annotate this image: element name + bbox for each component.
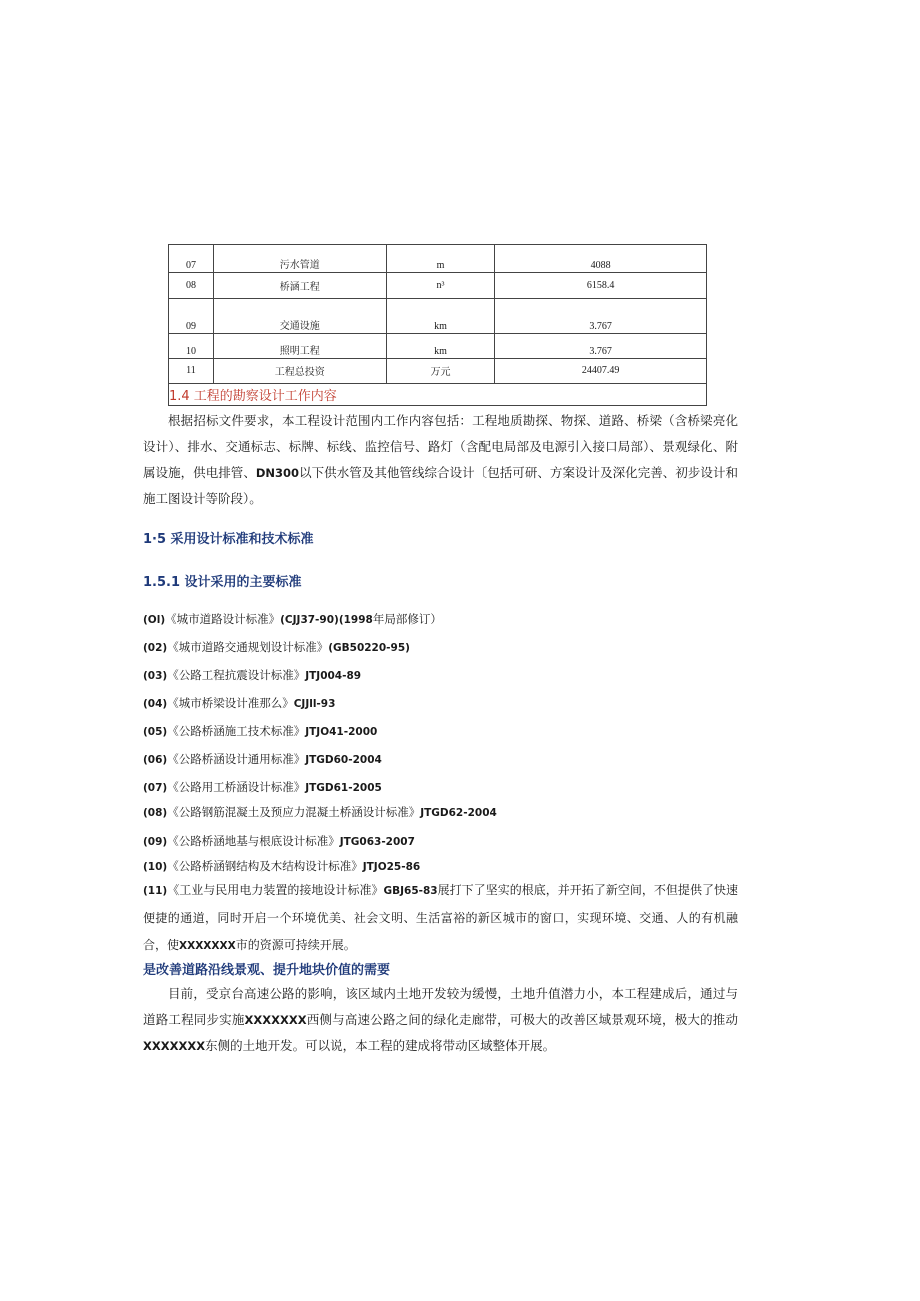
row-unit: m [386,245,495,273]
table-row [169,334,707,359]
row-unit: 万元 [386,359,495,384]
row-number: 10 [169,334,214,359]
standard-list-item: (09)《公路桥涵地基与根底设计标准》JTG063-2007 [143,834,415,848]
standard-list-item: (05)《公路桥涵施工技术标准》JTJO41-2000 [143,724,378,738]
row-unit: n³ [386,273,495,299]
standard-list-item: (10)《公路桥涵钢结构及木结构设计标准》JTJO25-86 [143,859,421,873]
standard-list-item-11: (11)《工业与民用电力装置的接地设计标准》GBJ65-83展打下了坚实的根底，并开拓了新空间，不但提供了快速便捷的通道，同时开启一个环境优美、社会文明、生活富裕的新区城市的窗口，实现环境、交通、人的有机融合，使XXXXXXX市的资源可持续开展。 [143,883,738,952]
row-number: 11 [169,359,214,384]
standard-list-item: (08)《公路钢筋混凝土及预应力混凝土桥涵设计标准》JTGD62-2004 [143,805,497,819]
row-quantity: 4088 [495,245,707,273]
row-unit: km [386,334,495,359]
row-number: 07 [169,245,214,273]
table-row [169,245,707,273]
row-quantity: 3.767 [495,299,707,334]
section-heading-1-5: 1·5 采用设计标准和技术标准 [143,532,314,547]
quantities-table [168,244,707,406]
standard-list-item: (07)《公路用工桥涵设计标准》JTGD61-2005 [143,780,382,794]
standard-list-item: (Ol)《城市道路设计标准》(CJJ37-90)(1998年局部修订） [143,612,442,626]
section-1-4-paragraph: 根据招标文件要求，本工程设计范围内工作内容包括：工程地质勘探、物探、道路、桥梁（含桥梁亮化设计）、排水、交通标志、标牌、标线、监控信号、路灯（含配电局部及电源引入接口局部）、景观绿化、附属设施，供电排管、DN300以下供水管及其他管线综合设计〔包括可研、方案设计及深化完善、初步设计和施工图设计等阶段）。 [143,413,738,506]
section-heading-1-5-1: 1.5.1 设计采用的主要标准 [143,575,302,590]
standard-list-item: (03)《公路工程抗震设计标准》JTJ004-89 [143,668,362,682]
row-unit: km [386,299,495,334]
row-item: 污水管道 [213,245,386,273]
row-quantity: 6158.4 [495,273,707,299]
row-quantity: 3.767 [495,334,707,359]
table-row [169,299,707,334]
section-heading-improve: 是改善道路沿线景观、提升地块价值的需要 [143,963,391,978]
standard-list-item: (06)《公路桥涵设计通用标准》JTGD60-2004 [143,752,382,766]
standard-list-item: (04)《城市桥梁设计准那么》CJJll-93 [143,696,336,710]
row-item: 照明工程 [213,334,386,359]
section-heading-1-4: 1.4 工程的勘察设计工作内容 [169,384,707,406]
table-caption-row [169,384,707,406]
table-row [169,359,707,384]
closing-paragraph: 目前，受京台高速公路的影响，该区域内土地开发较为缓慢，土地升值潜力小，本工程建成后，通过与道路工程同步实施XXXXXXX西侧与高速公路之间的绿化走廊带，可极大的改善区域景观环境，极大的推动XXXXXXX东侧的土地开发。可以说，本工程的建成将带动区域整体开展。 [143,986,738,1053]
table-row [169,273,707,299]
row-item: 交通设施 [213,299,386,334]
row-number: 09 [169,299,214,334]
row-item: 工程总投资 [213,359,386,384]
standard-list-item: (02)《城市道路交通规划设计标准》(GB50220-95) [143,640,410,654]
row-quantity: 24407.49 [495,359,707,384]
row-item: 桥涵工程 [213,273,386,299]
row-number: 08 [169,273,214,299]
